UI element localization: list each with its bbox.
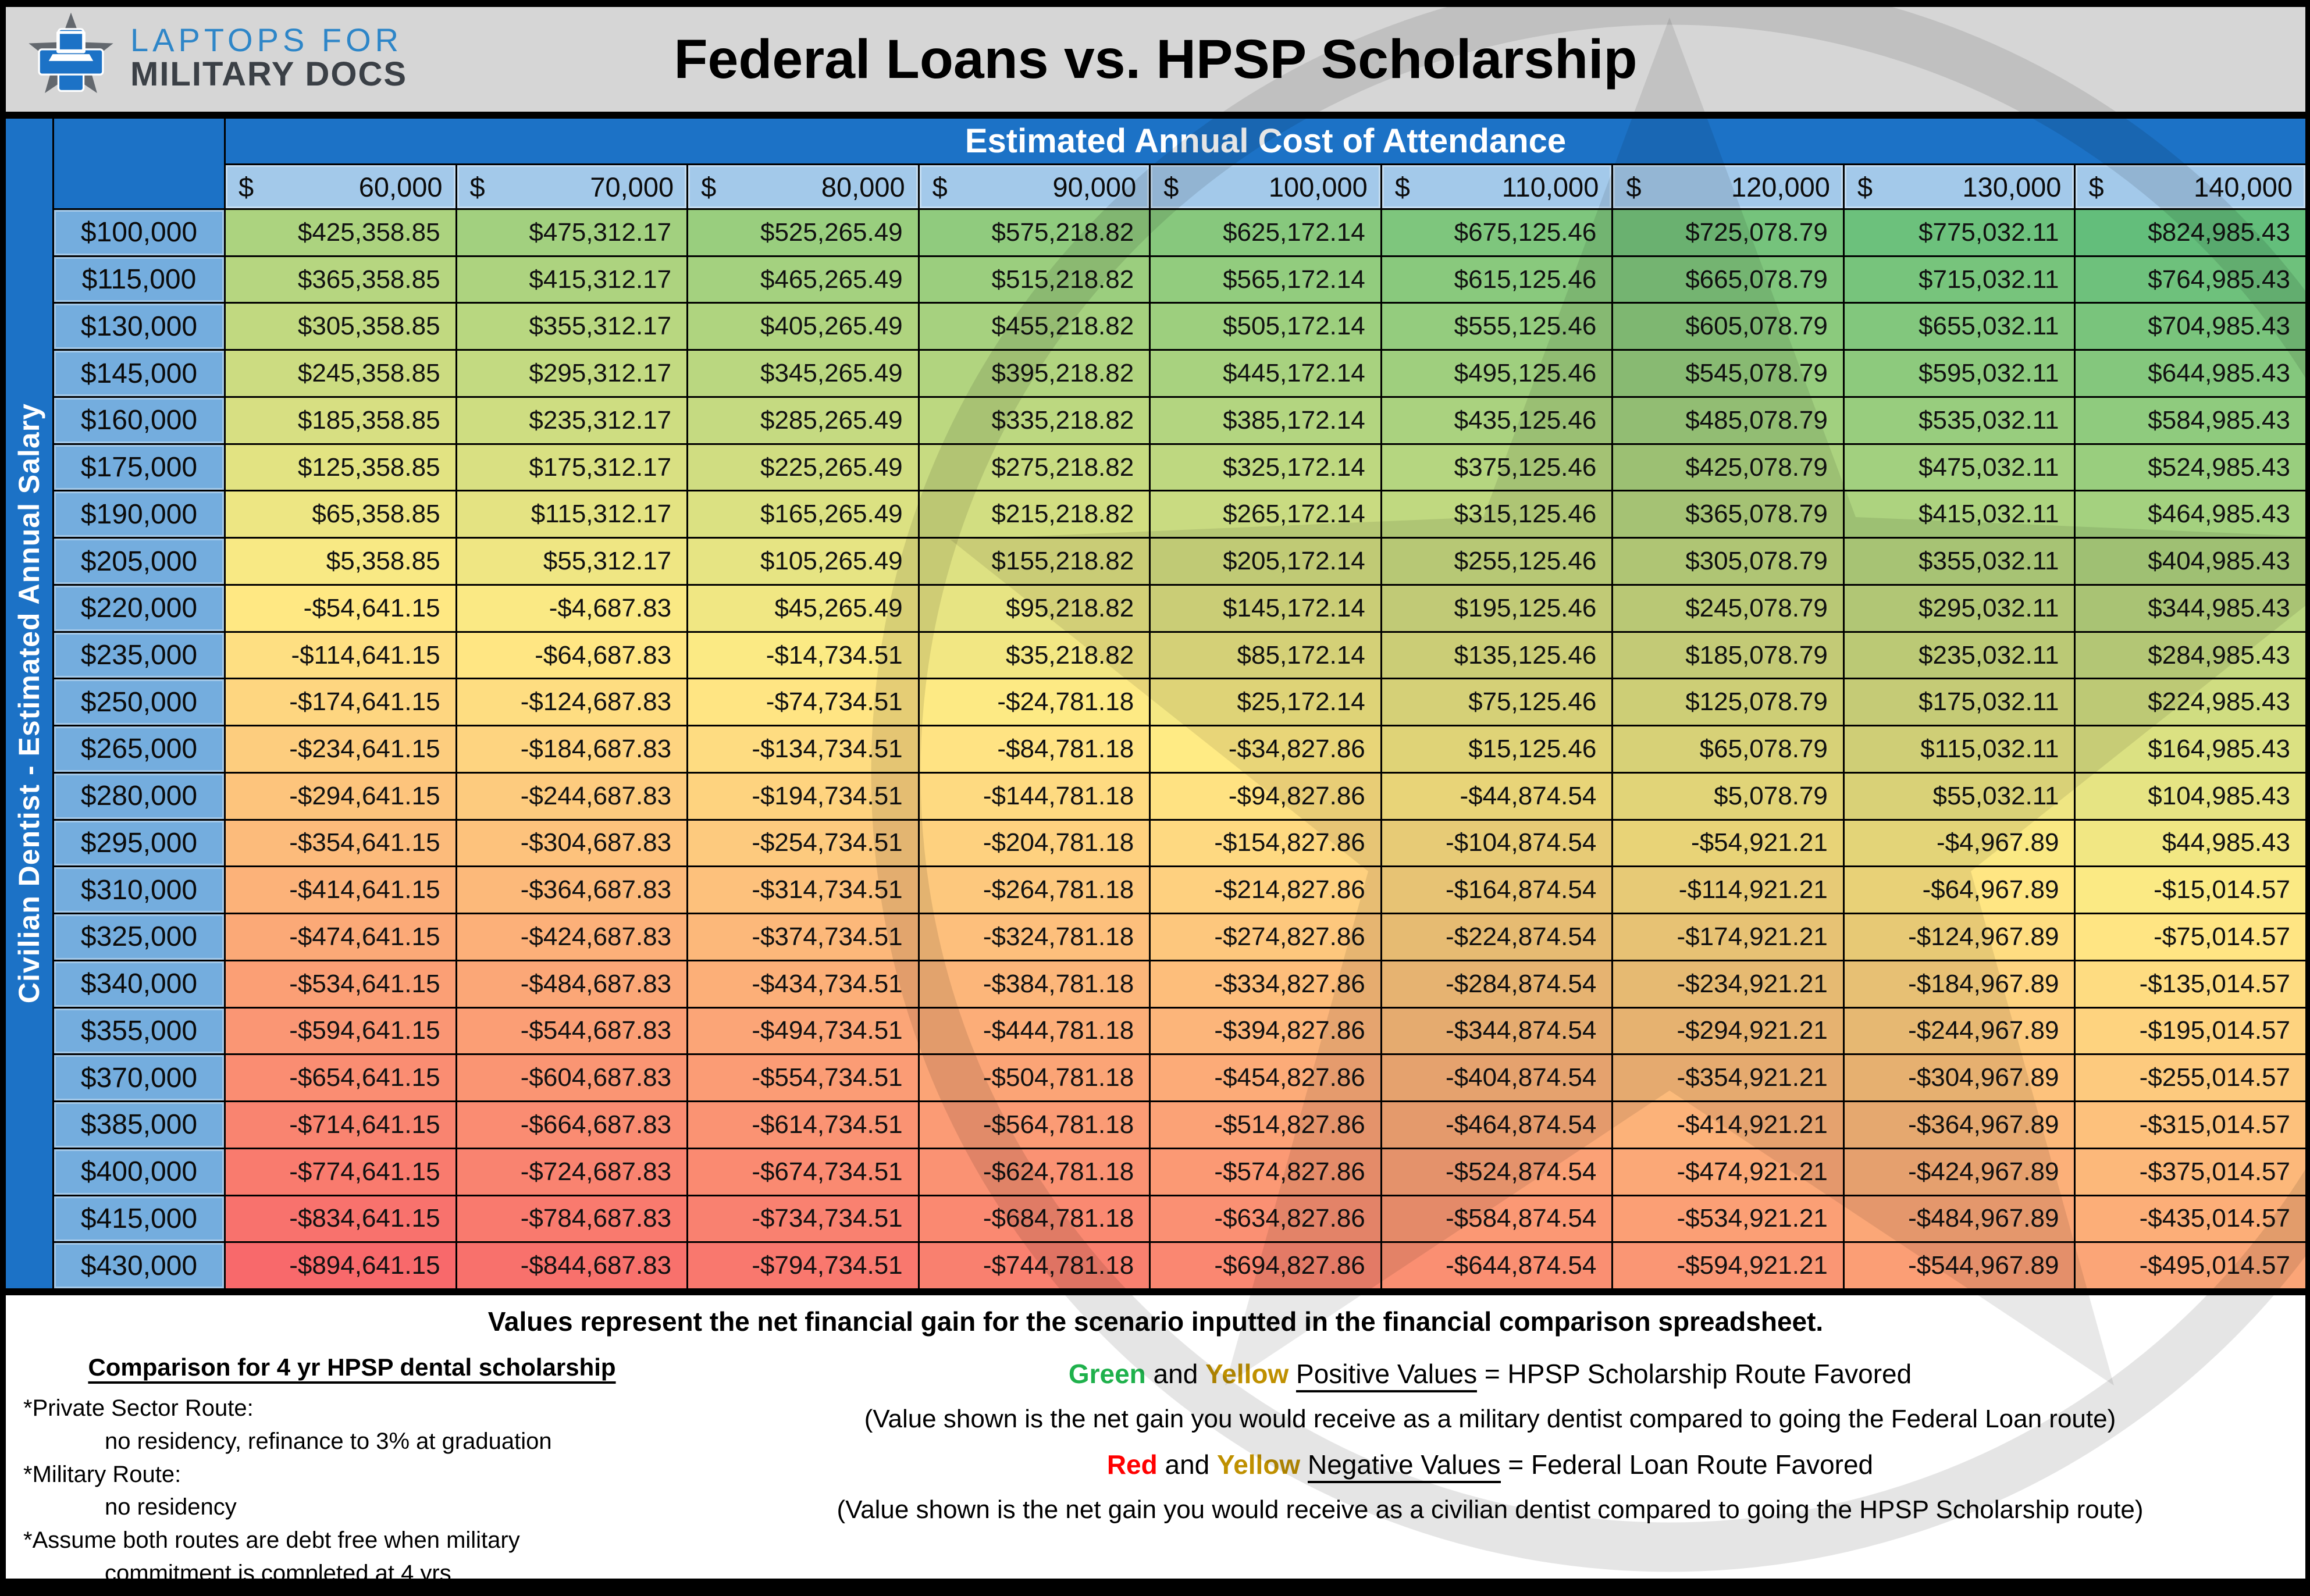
value-cell[interactable]: -$135,014.57 <box>2076 961 2305 1007</box>
column-group-header: Estimated Annual Cost of Attendance <box>226 119 2305 163</box>
value-cell[interactable]: $285,265.49 <box>688 398 918 443</box>
value-cell[interactable]: -$684,781.18 <box>920 1196 1149 1242</box>
value-cell[interactable]: $125,358.85 <box>226 445 455 490</box>
value-cell[interactable]: -$64,967.89 <box>1845 867 2074 913</box>
value-cell[interactable]: $295,032.11 <box>1845 586 2074 631</box>
value-cell[interactable]: $404,985.43 <box>2076 539 2305 584</box>
value-cell[interactable]: -$384,781.18 <box>920 961 1149 1007</box>
value-cell[interactable]: -$4,967.89 <box>1845 821 2074 866</box>
value-cell[interactable]: -$594,921.21 <box>1613 1243 1843 1288</box>
value-cell[interactable]: -$15,014.57 <box>2076 867 2305 913</box>
value-cell[interactable]: $435,125.46 <box>1382 398 1612 443</box>
value-cell[interactable]: -$844,687.83 <box>457 1243 687 1288</box>
value-cell[interactable]: -$544,687.83 <box>457 1009 687 1054</box>
value-cell[interactable]: -$294,921.21 <box>1613 1009 1843 1054</box>
value-cell[interactable]: $385,172.14 <box>1151 398 1380 443</box>
value-cell[interactable]: $65,358.85 <box>226 491 455 537</box>
value-cell[interactable]: $35,218.82 <box>920 633 1149 678</box>
value-cell[interactable]: $675,125.46 <box>1382 210 1612 255</box>
value-cell[interactable]: -$424,967.89 <box>1845 1149 2074 1195</box>
value-cell[interactable]: -$174,921.21 <box>1613 914 1843 960</box>
value-cell[interactable]: $275,218.82 <box>920 445 1149 490</box>
value-cell[interactable]: $265,172.14 <box>1151 491 1380 537</box>
row-header-cell[interactable]: $355,000 <box>54 1009 224 1054</box>
value-cell[interactable]: $505,172.14 <box>1151 304 1380 349</box>
row-header-cell[interactable]: $175,000 <box>54 445 224 490</box>
comparison-table <box>6 119 2305 1288</box>
value-cell[interactable]: $565,172.14 <box>1151 257 1380 302</box>
value-cell[interactable]: -$134,734.51 <box>688 726 918 772</box>
value-cell[interactable]: -$375,014.57 <box>2076 1149 2305 1195</box>
value-cell[interactable]: -$694,827.86 <box>1151 1243 1380 1288</box>
value-cell[interactable]: -$714,641.15 <box>226 1102 455 1148</box>
value-cell[interactable]: -$204,781.18 <box>920 821 1149 866</box>
value-cell[interactable]: -$124,967.89 <box>1845 914 2074 960</box>
value-cell[interactable]: -$154,827.86 <box>1151 821 1380 866</box>
value-cell[interactable]: -$434,734.51 <box>688 961 918 1007</box>
value-cell[interactable]: -$724,687.83 <box>457 1149 687 1195</box>
row-header-cell[interactable]: $160,000 <box>54 398 224 443</box>
value-cell[interactable]: -$614,734.51 <box>688 1102 918 1148</box>
col-header-cell[interactable]: $ 70,000 <box>457 165 687 208</box>
page-title: Federal Loans vs. HPSP Scholarship <box>674 28 1638 90</box>
value-cell[interactable]: $764,985.43 <box>2076 257 2305 302</box>
value-cell[interactable]: -$244,967.89 <box>1845 1009 2074 1054</box>
value-cell[interactable]: $44,985.43 <box>2076 821 2305 866</box>
value-cell[interactable]: -$84,781.18 <box>920 726 1149 772</box>
value-cell[interactable]: $584,985.43 <box>2076 398 2305 443</box>
value-cell[interactable]: -$44,874.54 <box>1382 774 1612 819</box>
value-cell[interactable]: $335,218.82 <box>920 398 1149 443</box>
row-header-cell[interactable]: $235,000 <box>54 633 224 678</box>
value-cell[interactable]: -$304,967.89 <box>1845 1055 2074 1100</box>
value-cell[interactable]: -$184,687.83 <box>457 726 687 772</box>
value-cell[interactable]: -$564,781.18 <box>920 1102 1149 1148</box>
value-cell[interactable]: $185,078.79 <box>1613 633 1843 678</box>
value-cell[interactable]: -$104,874.54 <box>1382 821 1612 866</box>
value-cell[interactable]: $185,358.85 <box>226 398 455 443</box>
value-cell[interactable]: $305,078.79 <box>1613 539 1843 584</box>
value-cell[interactable]: -$484,687.83 <box>457 961 687 1007</box>
value-cell[interactable]: $315,125.46 <box>1382 491 1612 537</box>
col-header-cell[interactable]: $ 60,000 <box>226 165 455 208</box>
value-cell[interactable]: -$195,014.57 <box>2076 1009 2305 1054</box>
value-cell[interactable]: $365,358.85 <box>226 257 455 302</box>
assumption-line: no residency, refinance to 3% at graduation <box>105 1428 552 1454</box>
value-cell[interactable]: $235,032.11 <box>1845 633 2074 678</box>
value-cell[interactable]: -$444,781.18 <box>920 1009 1149 1054</box>
value-cell[interactable]: $95,218.82 <box>920 586 1149 631</box>
footer-area <box>6 1295 2305 1586</box>
value-cell[interactable]: $475,032.11 <box>1845 445 2074 490</box>
value-cell[interactable]: $15,125.46 <box>1382 726 1612 772</box>
value-cell[interactable]: -$214,827.86 <box>1151 867 1380 913</box>
value-cell[interactable]: $355,312.17 <box>457 304 687 349</box>
value-cell[interactable]: $575,218.82 <box>920 210 1149 255</box>
value-cell[interactable]: -$514,827.86 <box>1151 1102 1380 1148</box>
value-cell[interactable]: -$604,687.83 <box>457 1055 687 1100</box>
value-cell[interactable]: -$74,734.51 <box>688 679 918 725</box>
value-cell[interactable]: $65,078.79 <box>1613 726 1843 772</box>
value-cell[interactable]: -$424,687.83 <box>457 914 687 960</box>
logo-emblem-icon <box>22 12 120 104</box>
logo-line1: LAPTOPS FOR <box>130 21 403 58</box>
value-cell[interactable]: -$784,687.83 <box>457 1196 687 1242</box>
value-cell[interactable]: $665,078.79 <box>1613 257 1843 302</box>
value-cell[interactable]: -$574,827.86 <box>1151 1149 1380 1195</box>
value-cell[interactable]: $5,078.79 <box>1613 774 1843 819</box>
value-cell[interactable]: -$894,641.15 <box>226 1243 455 1288</box>
value-cell[interactable]: -$244,687.83 <box>457 774 687 819</box>
value-cell[interactable]: -$524,874.54 <box>1382 1149 1612 1195</box>
value-cell[interactable]: -$64,687.83 <box>457 633 687 678</box>
value-cell[interactable]: $155,218.82 <box>920 539 1149 584</box>
row-header-cell[interactable]: $145,000 <box>54 351 224 396</box>
value-cell[interactable]: $455,218.82 <box>920 304 1149 349</box>
value-cell[interactable]: $235,312.17 <box>457 398 687 443</box>
table-caption: Values represent the net financial gain for the scenario inputted in the financial comparison spreadsheet. <box>487 1306 1824 1337</box>
value-cell[interactable]: $5,358.85 <box>226 539 455 584</box>
value-cell[interactable]: -$4,687.83 <box>457 586 687 631</box>
value-cell[interactable]: -$534,641.15 <box>226 961 455 1007</box>
value-cell[interactable]: -$414,921.21 <box>1613 1102 1843 1148</box>
value-cell[interactable]: -$394,827.86 <box>1151 1009 1380 1054</box>
value-cell[interactable]: $164,985.43 <box>2076 726 2305 772</box>
row-header-cell[interactable]: $310,000 <box>54 867 224 913</box>
value-cell[interactable]: -$474,641.15 <box>226 914 455 960</box>
value-cell[interactable]: -$534,921.21 <box>1613 1196 1843 1242</box>
assumption-line: *Assume both routes are debt free when military <box>23 1527 520 1554</box>
value-cell[interactable]: $45,265.49 <box>688 586 918 631</box>
value-cell[interactable]: $655,032.11 <box>1845 304 2074 349</box>
value-cell[interactable]: $145,172.14 <box>1151 586 1380 631</box>
value-cell[interactable]: -$744,781.18 <box>920 1243 1149 1288</box>
value-cell[interactable]: $605,078.79 <box>1613 304 1843 349</box>
value-cell[interactable]: -$314,734.51 <box>688 867 918 913</box>
logo <box>22 12 407 104</box>
value-cell[interactable]: -$334,827.86 <box>1151 961 1380 1007</box>
value-cell[interactable]: $425,078.79 <box>1613 445 1843 490</box>
value-cell[interactable]: -$354,641.15 <box>226 821 455 866</box>
row-header-cell[interactable]: $340,000 <box>54 961 224 1007</box>
row-header-cell[interactable]: $250,000 <box>54 679 224 725</box>
value-cell[interactable]: $415,312.17 <box>457 257 687 302</box>
value-cell[interactable]: -$664,687.83 <box>457 1102 687 1148</box>
value-cell[interactable]: $715,032.11 <box>1845 257 2074 302</box>
value-cell[interactable]: -$404,874.54 <box>1382 1055 1612 1100</box>
value-cell[interactable]: $55,032.11 <box>1845 774 2074 819</box>
value-cell[interactable]: $115,032.11 <box>1845 726 2074 772</box>
value-cell[interactable]: -$94,827.86 <box>1151 774 1380 819</box>
value-cell[interactable]: $245,358.85 <box>226 351 455 396</box>
value-cell[interactable]: $325,172.14 <box>1151 445 1380 490</box>
value-cell[interactable]: -$144,781.18 <box>920 774 1149 819</box>
value-cell[interactable]: -$674,734.51 <box>688 1149 918 1195</box>
row-header-cell[interactable]: $280,000 <box>54 774 224 819</box>
legend-line: (Value shown is the net gain you would receive as a military dentist compared to going the Federal Loan route) <box>864 1405 2116 1433</box>
assumption-line: *Military Route: <box>23 1461 181 1487</box>
value-cell[interactable]: -$734,734.51 <box>688 1196 918 1242</box>
row-header-cell[interactable]: $100,000 <box>54 210 224 255</box>
value-cell[interactable]: -$464,874.54 <box>1382 1102 1612 1148</box>
value-cell[interactable]: -$435,014.57 <box>2076 1196 2305 1242</box>
value-cell[interactable]: -$834,641.15 <box>226 1196 455 1242</box>
value-cell[interactable]: $625,172.14 <box>1151 210 1380 255</box>
value-cell[interactable]: -$164,874.54 <box>1382 867 1612 913</box>
assumptions-heading: Comparison for 4 yr HPSP dental scholarship <box>88 1353 616 1381</box>
value-cell[interactable]: -$124,687.83 <box>457 679 687 725</box>
value-cell[interactable]: -$114,921.21 <box>1613 867 1843 913</box>
value-cell[interactable]: -$234,641.15 <box>226 726 455 772</box>
row-header-cell[interactable]: $205,000 <box>54 539 224 584</box>
value-cell[interactable]: $245,078.79 <box>1613 586 1843 631</box>
value-cell[interactable]: -$255,014.57 <box>2076 1055 2305 1100</box>
row-group-label: Civilian Dentist - Estimated Annual Salary <box>13 403 45 1004</box>
value-cell[interactable]: -$274,827.86 <box>1151 914 1380 960</box>
row-group-header <box>6 119 52 1288</box>
row-header-cell[interactable]: $115,000 <box>54 257 224 302</box>
value-cell[interactable]: $395,218.82 <box>920 351 1149 396</box>
title-bar <box>6 7 2305 112</box>
value-cell[interactable]: $305,358.85 <box>226 304 455 349</box>
value-cell[interactable]: $75,125.46 <box>1382 679 1612 725</box>
value-cell[interactable]: $344,985.43 <box>2076 586 2305 631</box>
row-header-cell[interactable]: $265,000 <box>54 726 224 772</box>
value-cell[interactable]: $205,172.14 <box>1151 539 1380 584</box>
assumption-line: *Private Sector Route: <box>23 1395 254 1421</box>
value-cell[interactable]: -$374,734.51 <box>688 914 918 960</box>
value-cell[interactable]: $725,078.79 <box>1613 210 1843 255</box>
value-cell[interactable]: $105,265.49 <box>688 539 918 584</box>
value-cell[interactable]: -$474,921.21 <box>1613 1149 1843 1195</box>
row-header-cell[interactable]: $130,000 <box>54 304 224 349</box>
row-header-cell[interactable]: $325,000 <box>54 914 224 960</box>
logo-line2: MILITARY DOCS <box>130 55 408 93</box>
value-cell[interactable]: -$644,874.54 <box>1382 1243 1612 1288</box>
value-cell[interactable]: $85,172.14 <box>1151 633 1380 678</box>
value-cell[interactable]: -$354,921.21 <box>1613 1055 1843 1100</box>
value-cell[interactable]: -$174,641.15 <box>226 679 455 725</box>
value-cell[interactable]: $125,078.79 <box>1613 679 1843 725</box>
value-cell[interactable]: -$294,641.15 <box>226 774 455 819</box>
value-cell[interactable]: -$254,734.51 <box>688 821 918 866</box>
col-header-cell[interactable]: $ 120,000 <box>1613 165 1843 208</box>
value-cell[interactable]: $255,125.46 <box>1382 539 1612 584</box>
legend-line: Red and Yellow Negative Values = Federal Loan Route Favored <box>681 1442 2300 1487</box>
row-header-cell[interactable]: $220,000 <box>54 586 224 631</box>
table-grid <box>54 119 2305 1288</box>
value-cell[interactable]: -$54,921.21 <box>1613 821 1843 866</box>
value-cell[interactable]: $345,265.49 <box>688 351 918 396</box>
value-cell[interactable]: -$544,967.89 <box>1845 1243 2074 1288</box>
row-header-cell[interactable]: $415,000 <box>54 1196 224 1242</box>
value-cell[interactable]: $545,078.79 <box>1613 351 1843 396</box>
value-cell[interactable]: $284,985.43 <box>2076 633 2305 678</box>
value-cell[interactable]: $295,312.17 <box>457 351 687 396</box>
value-cell[interactable]: $115,312.17 <box>457 491 687 537</box>
value-cell[interactable]: -$284,874.54 <box>1382 961 1612 1007</box>
value-cell[interactable]: -$364,687.83 <box>457 867 687 913</box>
value-cell[interactable]: -$184,967.89 <box>1845 961 2074 1007</box>
value-cell[interactable]: -$34,827.86 <box>1151 726 1380 772</box>
value-cell[interactable]: $495,125.46 <box>1382 351 1612 396</box>
value-cell[interactable]: $475,312.17 <box>457 210 687 255</box>
value-cell[interactable]: -$224,874.54 <box>1382 914 1612 960</box>
value-cell[interactable]: -$14,734.51 <box>688 633 918 678</box>
value-cell[interactable]: $524,985.43 <box>2076 445 2305 490</box>
value-cell[interactable]: $355,032.11 <box>1845 539 2074 584</box>
value-cell[interactable]: -$344,874.54 <box>1382 1009 1612 1054</box>
value-cell[interactable]: -$54,641.15 <box>226 586 455 631</box>
value-cell[interactable]: -$495,014.57 <box>2076 1243 2305 1288</box>
value-cell[interactable]: -$234,921.21 <box>1613 961 1843 1007</box>
col-header-cell[interactable]: $ 130,000 <box>1845 165 2074 208</box>
value-cell[interactable]: $415,032.11 <box>1845 491 2074 537</box>
value-cell[interactable]: -$654,641.15 <box>226 1055 455 1100</box>
row-header-cell[interactable]: $430,000 <box>54 1243 224 1288</box>
value-cell[interactable]: $175,312.17 <box>457 445 687 490</box>
color-legend-block <box>681 1351 2300 1533</box>
col-header-cell[interactable]: $ 140,000 <box>2076 165 2305 208</box>
value-cell[interactable]: -$594,641.15 <box>226 1009 455 1054</box>
col-header-cell[interactable]: $ 80,000 <box>688 165 918 208</box>
assumption-line: commitment is completed at 4 yrs <box>105 1560 451 1586</box>
value-cell[interactable]: -$194,734.51 <box>688 774 918 819</box>
value-cell[interactable]: $135,125.46 <box>1382 633 1612 678</box>
value-cell[interactable]: -$584,874.54 <box>1382 1196 1612 1242</box>
assumption-line: no residency <box>105 1494 237 1520</box>
value-cell[interactable]: -$624,781.18 <box>920 1149 1149 1195</box>
value-cell[interactable]: $824,985.43 <box>2076 210 2305 255</box>
value-cell[interactable]: -$794,734.51 <box>688 1243 918 1288</box>
value-cell[interactable]: -$24,781.18 <box>920 679 1149 725</box>
value-cell[interactable]: -$504,781.18 <box>920 1055 1149 1100</box>
value-cell[interactable]: $225,265.49 <box>688 445 918 490</box>
value-cell[interactable]: $595,032.11 <box>1845 351 2074 396</box>
value-cell[interactable]: $485,078.79 <box>1613 398 1843 443</box>
value-cell[interactable]: $224,985.43 <box>2076 679 2305 725</box>
value-cell[interactable]: -$414,641.15 <box>226 867 455 913</box>
value-cell[interactable]: $25,172.14 <box>1151 679 1380 725</box>
value-cell[interactable]: $445,172.14 <box>1151 351 1380 396</box>
value-cell[interactable]: -$554,734.51 <box>688 1055 918 1100</box>
value-cell[interactable]: -$494,734.51 <box>688 1009 918 1054</box>
value-cell[interactable]: $365,078.79 <box>1613 491 1843 537</box>
value-cell[interactable]: $405,265.49 <box>688 304 918 349</box>
value-cell[interactable]: -$634,827.86 <box>1151 1196 1380 1242</box>
value-cell[interactable]: $175,032.11 <box>1845 679 2074 725</box>
value-cell[interactable]: $525,265.49 <box>688 210 918 255</box>
value-cell[interactable]: -$304,687.83 <box>457 821 687 866</box>
value-cell[interactable]: -$114,641.15 <box>226 633 455 678</box>
value-cell[interactable]: $644,985.43 <box>2076 351 2305 396</box>
value-cell[interactable]: -$774,641.15 <box>226 1149 455 1195</box>
value-cell[interactable]: -$75,014.57 <box>2076 914 2305 960</box>
value-cell[interactable]: $104,985.43 <box>2076 774 2305 819</box>
value-cell[interactable]: -$315,014.57 <box>2076 1102 2305 1148</box>
value-cell[interactable]: $215,218.82 <box>920 491 1149 537</box>
col-header-cell[interactable]: $ 90,000 <box>920 165 1149 208</box>
col-header-cell[interactable]: $ 100,000 <box>1151 165 1380 208</box>
row-header-cell[interactable]: $385,000 <box>54 1102 224 1148</box>
value-cell[interactable]: $55,312.17 <box>457 539 687 584</box>
row-header-cell[interactable]: $295,000 <box>54 821 224 866</box>
value-cell[interactable]: $464,985.43 <box>2076 491 2305 537</box>
value-cell[interactable]: $704,985.43 <box>2076 304 2305 349</box>
legend-line: Green and Yellow Positive Values = HPSP Scholarship Route Favored <box>681 1351 2300 1396</box>
value-cell[interactable]: -$364,967.89 <box>1845 1102 2074 1148</box>
value-cell[interactable]: $615,125.46 <box>1382 257 1612 302</box>
row-header-cell[interactable]: $370,000 <box>54 1055 224 1100</box>
value-cell[interactable]: -$484,967.89 <box>1845 1196 2074 1242</box>
row-header-cell[interactable]: $400,000 <box>54 1149 224 1195</box>
value-cell[interactable]: -$454,827.86 <box>1151 1055 1380 1100</box>
value-cell[interactable]: -$324,781.18 <box>920 914 1149 960</box>
value-cell[interactable]: $535,032.11 <box>1845 398 2074 443</box>
value-cell[interactable]: $515,218.82 <box>920 257 1149 302</box>
value-cell[interactable]: $425,358.85 <box>226 210 455 255</box>
col-header-cell[interactable]: $ 110,000 <box>1382 165 1612 208</box>
value-cell[interactable]: $165,265.49 <box>688 491 918 537</box>
corner-cell <box>54 119 224 208</box>
value-cell[interactable]: $195,125.46 <box>1382 586 1612 631</box>
value-cell[interactable]: $775,032.11 <box>1845 210 2074 255</box>
value-cell[interactable]: -$264,781.18 <box>920 867 1149 913</box>
value-cell[interactable]: $555,125.46 <box>1382 304 1612 349</box>
value-cell[interactable]: $465,265.49 <box>688 257 918 302</box>
value-cell[interactable]: $375,125.46 <box>1382 445 1612 490</box>
legend-line: (Value shown is the net gain you would receive as a civilian dentist compared to going the HPSP Scholarship route) <box>837 1495 2144 1524</box>
row-header-cell[interactable]: $190,000 <box>54 491 224 537</box>
assumptions-block <box>23 1353 681 1590</box>
